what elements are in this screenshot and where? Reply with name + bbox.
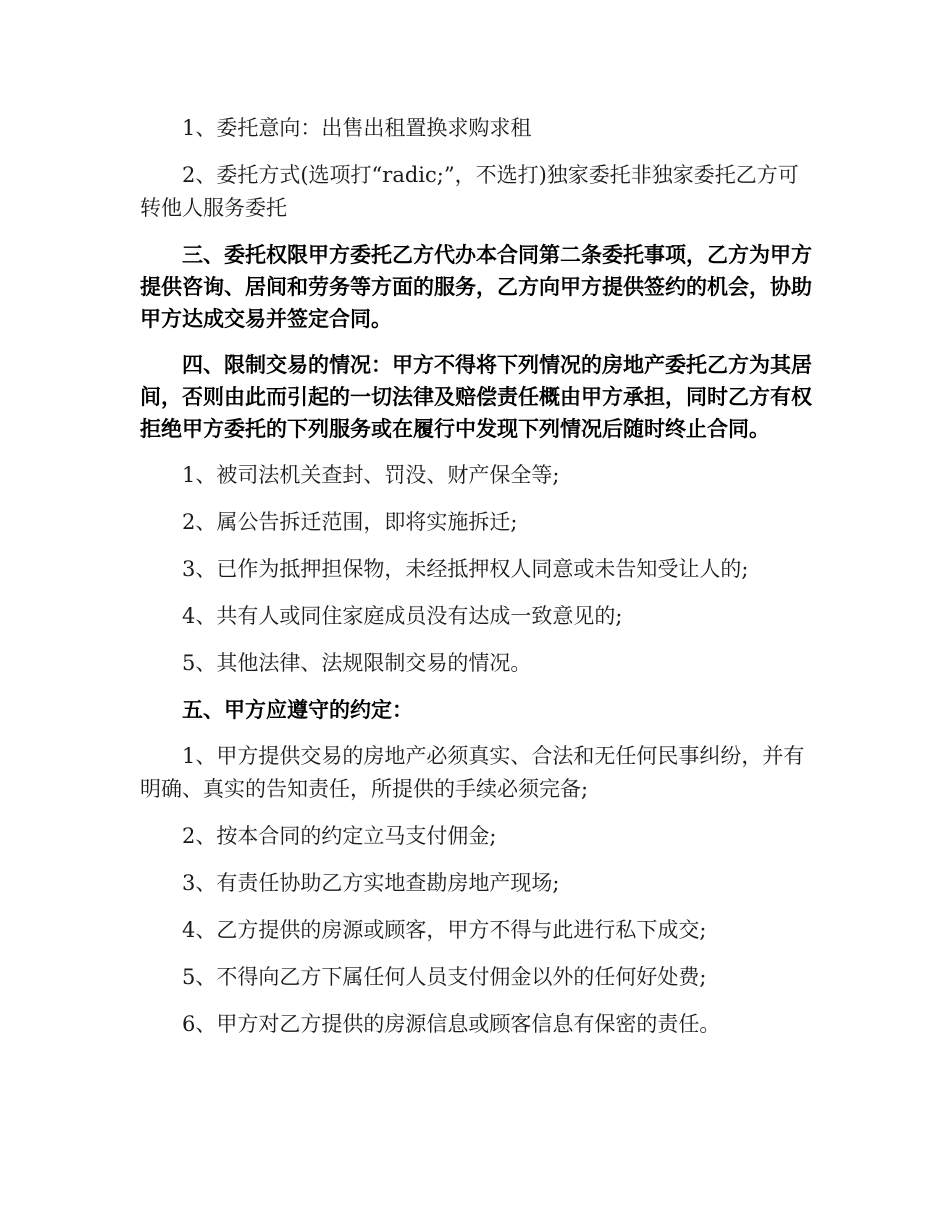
section-4-item-1: 1、被司法机关查封、罚没、财产保全等; xyxy=(182,463,560,487)
section-4-item-5: 5、其他法律、法规限制交易的情况。 xyxy=(182,651,532,675)
section-4-item-3: 3、已作为抵押担保物，未经抵押权人同意或未告知受让人的; xyxy=(182,557,749,581)
section-5-heading: 五、甲方应遵守的约定： xyxy=(182,698,413,722)
clause-2-item-1: 1、委托意向：出售出租置换求购求租 xyxy=(182,116,532,140)
section-5-item-2: 2、按本合同的约定立马支付佣金; xyxy=(182,824,497,848)
section-4-heading: 四、限制交易的情况：甲方不得将下列情况的房地产委托乙方为其居间，否则由此而引起的一切法律及赔偿责任概由甲方承担，同时乙方有权拒绝甲方委托的下列服务或在履行中发现下列情况后随时终止合同。 xyxy=(140,353,812,441)
section-4-item-4: 4、共有人或同住家庭成员没有达成一致意见的; xyxy=(182,604,623,628)
section-5-item-4: 4、乙方提供的房源或顾客，甲方不得与此进行私下成交; xyxy=(182,918,707,942)
section-5-item-1: 1、甲方提供交易的房地产必须真实、合法和无任何民事纠纷，并有明确、真实的告知责任，所提供的手续必须完备; xyxy=(140,744,805,801)
clause-2-item-2: 2、委托方式(选项打“radic;”，不选打)独家委托非独家委托乙方可转他人服务委托 xyxy=(140,163,799,220)
section-3-heading: 三、委托权限甲方委托乙方代办本合同第二条委托事项，乙方为甲方提供咨询、居间和劳务等方面的服务，乙方向甲方提供签约的机会，协助甲方达成交易并签定合同。 xyxy=(140,243,812,331)
document-page xyxy=(140,112,812,1055)
section-4-item-2: 2、属公告拆迁范围，即将实施拆迁; xyxy=(182,510,518,534)
section-5-item-6: 6、甲方对乙方提供的房源信息或顾客信息有保密的责任。 xyxy=(182,1012,721,1036)
section-5-item-3: 3、有责任协助乙方实地查勘房地产现场; xyxy=(182,871,560,895)
section-5-item-5: 5、不得向乙方下属任何人员支付佣金以外的任何好处费; xyxy=(182,965,707,989)
